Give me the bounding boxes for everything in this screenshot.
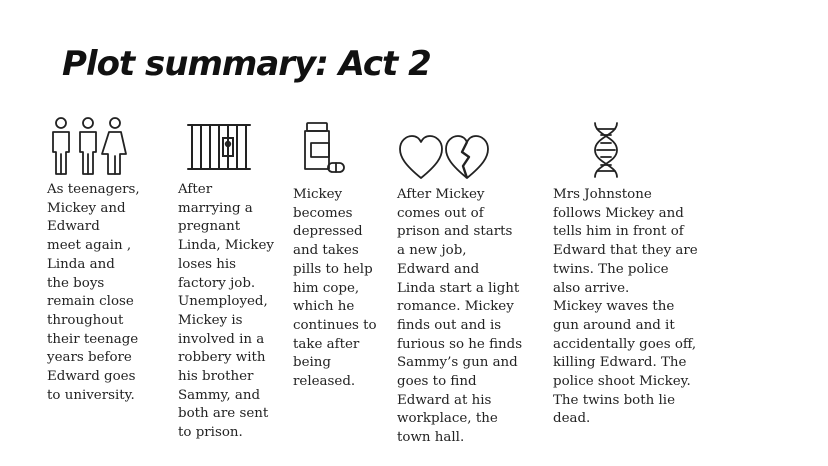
column-text-5: Mrs Johnstone follows Mickey and tells him in front of Edward that they are twins. The police also arrive. Mickey waves the gun around and it accidentally goes off, killing Edward. The police shoot Mickey. The twins both lie dead. <box>553 187 698 427</box>
heart-and-broken-heart-icon <box>399 135 495 181</box>
dna-icon <box>591 121 621 179</box>
column-text-3: Mickey becomes depressed and takes pills to help him cope, which he continues to take after being released. <box>293 187 377 390</box>
pill-bottle-icon <box>302 121 346 177</box>
page-title: Plot summary: Act 2 <box>62 44 431 84</box>
prison-bars-icon <box>186 122 252 172</box>
three-people-icon <box>48 116 128 176</box>
column-text-4: After Mickey comes out of prison and starts a new job, Edward and Linda start a light romance. Mickey finds out and is furious so he finds Sammy’s gun and goes to find Edward at his workplace, the town hall. <box>397 187 523 446</box>
column-text-2: After marrying a pregnant Linda, Mickey loses his factory job. Unemployed, Mickey is involved in a robbery with his brother Sammy, and both are sent to prison. <box>178 182 274 441</box>
column-text-1: As teenagers, Mickey and Edward meet again , Linda and the boys remain close throughout their teenage years before Edward goes to university. <box>47 182 140 403</box>
